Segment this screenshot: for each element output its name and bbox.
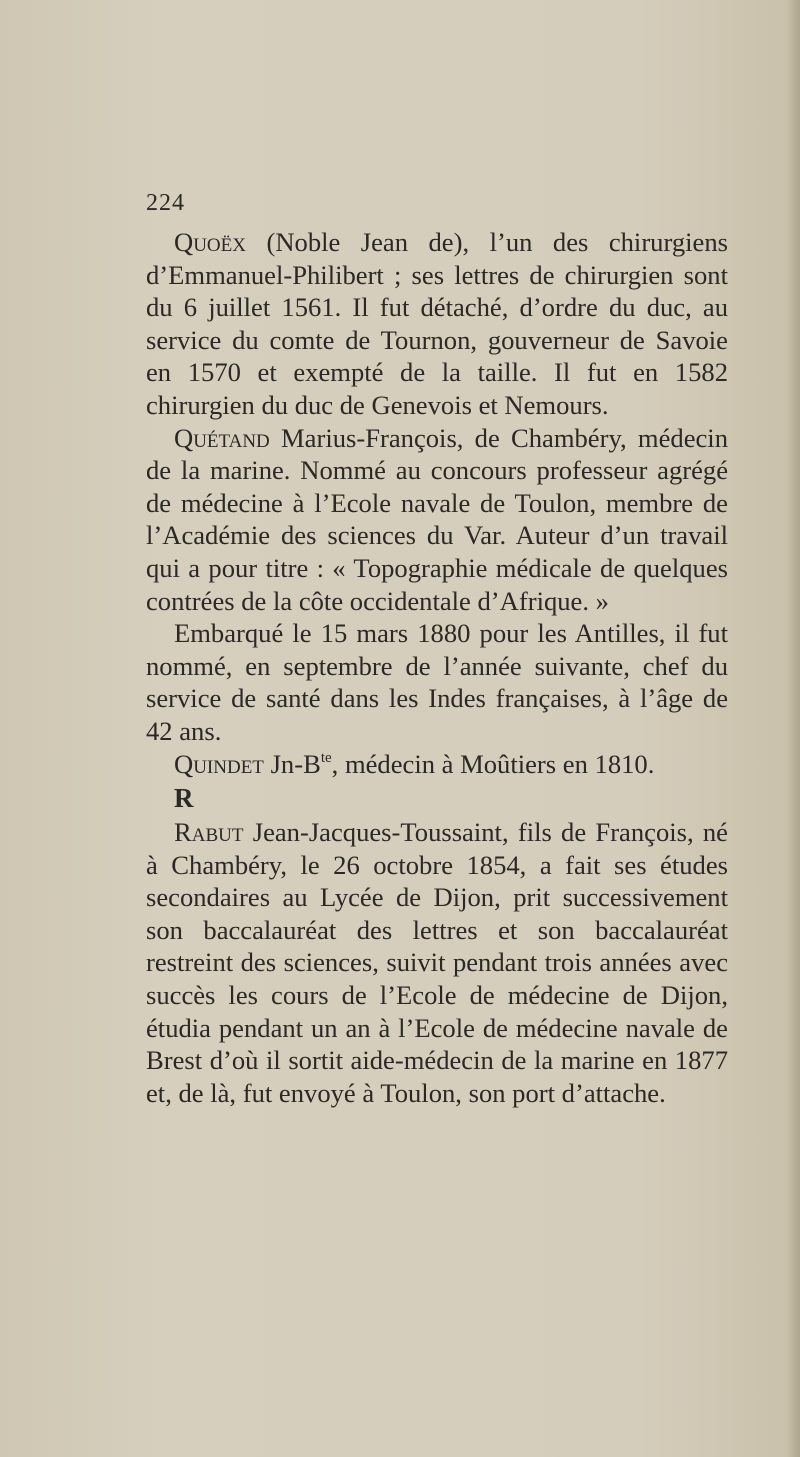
entry-name: Quindet (174, 748, 264, 779)
entry-given-name-superscript: te (320, 749, 332, 766)
entry-text: , médecin à Moûtiers en 1810. (331, 748, 655, 779)
entry-name: Quétand (174, 422, 270, 453)
entry-quetand (146, 422, 728, 618)
entry-rabut (146, 816, 728, 1109)
entry-text: (Noble Jean de), l’un des chirurgiens d’Emmanuel-Philibert ; ses lettres de chirurgien sont du 6 juillet 1561. Il fut détaché, d’ordre du duc, au service du comte de Tournon, gouverneur de Savoie en 1570 et exempté de la taille. Il fut en 1582 chirurgien du duc de Genevois et Nemours. (146, 227, 728, 420)
entry-text: Marius-François, de Chambéry, médecin de la marine. Nommé au concours professeur agrégé de médecine à l’Ecole navale de Toulon, membre de l’Académie des sciences du Var. Auteur d’un travail qui a pour titre : « Topographie médicale de quelques contrées de la côte occidentale d’Afrique. » (146, 422, 728, 616)
page-edge-shadow (786, 0, 800, 1457)
entry-quetand-continuation: Embarqué le 15 mars 1880 pour les Antilles, il fut nommé, en septembre de l’année suivante, chef du service de santé dans les Indes françaises, à l’âge de 42 ans. (146, 618, 728, 746)
entry-text: Jean-Jacques-Toussaint, fils de François, né à Chambéry, le 26 octobre 1854, a fait ses études secondaires au Lycée de Dijon, prit successivement son baccalauréat des lettres et son baccalauréat restreint des sciences, suivit pendant trois années avec succès les cours de l’Ecole de médecine de Dijon, étudia pendant un an à l’Ecole de médecine navale de Brest d’où il sortit aide-médecin de la marine en 1877 et, de là, fut envoyé à Toulon, son port d’attache. (146, 817, 728, 1108)
body-text (146, 226, 728, 1109)
entry-name: Quoëx (174, 227, 246, 257)
entry-quindet (146, 748, 728, 781)
entry-name: Rabut (174, 817, 244, 848)
entry-quoex (146, 226, 728, 422)
section-letter: R (174, 783, 194, 814)
page-number: 224 (146, 190, 185, 216)
entry-given-name: Jn-B (263, 748, 321, 779)
